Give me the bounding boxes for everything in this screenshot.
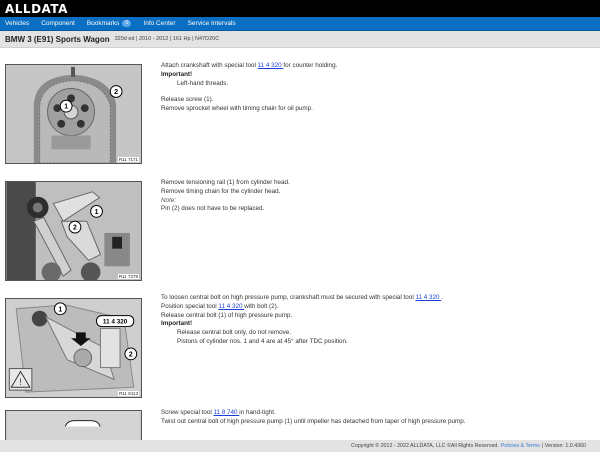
nav-component[interactable]: Component xyxy=(41,20,75,27)
nav-vehicles[interactable]: Vehicles xyxy=(5,20,30,27)
nav-bookmarks[interactable] xyxy=(87,20,132,27)
procedure-content[interactable] xyxy=(0,48,600,440)
step-instructions xyxy=(161,409,590,427)
step-instructions xyxy=(161,294,590,347)
instruction-text: in hand-tight. xyxy=(239,409,276,416)
engine-diagram-image xyxy=(6,411,141,440)
instruction-text: Screw special tool xyxy=(161,409,214,416)
important-text: Left-hand threads. xyxy=(177,79,229,87)
special-tool-link[interactable]: 11 4 320 xyxy=(415,294,442,301)
important-label: Important! xyxy=(161,320,193,328)
note-label: Note: xyxy=(161,196,177,204)
spacer xyxy=(161,88,590,96)
page-footer xyxy=(0,440,600,452)
svg-text:2: 2 xyxy=(128,351,133,359)
nav-info-center[interactable]: Info Center xyxy=(143,20,176,27)
vehicle-bar xyxy=(0,31,600,48)
main-nav xyxy=(0,17,600,31)
nav-bookmarks-label: Bookmarks xyxy=(86,20,120,27)
instruction-text: Position special tool xyxy=(161,302,219,310)
bookmarks-count-badge: 0 xyxy=(122,20,131,27)
svg-text:1: 1 xyxy=(58,306,63,314)
instruction-text: Release central bolt (1) of high pressure pump. xyxy=(161,311,293,319)
svg-text:!: ! xyxy=(19,377,22,388)
figure-reference: R11 7171 xyxy=(118,157,138,162)
figure-high-pressure-pump[interactable] xyxy=(5,298,142,398)
important-label: Important! xyxy=(161,70,193,78)
copyright-text: Copyright © 2012 - 2022 ALLDATA, LLC ©All Rights Reserved. xyxy=(351,443,499,449)
vehicle-spec: 320d ed | 2010 - 2012 | 161 Hp | N47D20C xyxy=(114,36,220,42)
svg-text:1: 1 xyxy=(94,208,99,216)
note-text: Pin (2) does not have to be replaced. xyxy=(161,205,265,213)
instruction-text: for counter holding. xyxy=(283,62,338,69)
svg-text:2: 2 xyxy=(73,224,77,232)
version-text: | Version: 1.0.4360 xyxy=(541,443,586,449)
engine-diagram-image xyxy=(6,299,141,397)
figure-reference: R11 7279 xyxy=(118,274,138,279)
svg-text:1: 1 xyxy=(64,103,69,111)
instruction-text: To loosen central bolt on high pressure pump, crankshaft must be secured with special tool xyxy=(161,294,416,301)
special-tool-link[interactable]: 11 8 740 xyxy=(213,409,240,416)
vehicle-name[interactable]: BMW 3 (E91) Sports Wagon xyxy=(5,34,110,44)
figure-reference: R11 8113 xyxy=(119,391,138,396)
instruction-text: Remove tensioning rail (1) from cylinder head. xyxy=(161,179,290,186)
nav-service-intervals[interactable]: Service Intervals xyxy=(187,20,236,27)
instruction-text: Attach crankshaft with special tool xyxy=(161,62,258,69)
svg-text:2: 2 xyxy=(114,88,119,96)
policies-terms-link[interactable]: Policies & Terms xyxy=(500,443,540,449)
instruction-text: Remove timing chain for the cylinder head. xyxy=(161,187,281,195)
engine-diagram-image xyxy=(6,65,141,163)
instruction-text: Twist out central bolt of high pressure pump (1) until impeller has detached from taper of high pressure pump. xyxy=(161,417,466,425)
alldata-logo[interactable]: ALLDATA xyxy=(5,1,68,16)
figure-special-tool[interactable] xyxy=(5,410,142,440)
figure-tensioning-rail[interactable] xyxy=(5,181,142,281)
important-text: Pistons of cylinder nos. 1 and 4 are at 45° after TDC position. xyxy=(177,337,348,345)
instruction-text: . xyxy=(441,294,444,301)
engine-diagram-image xyxy=(6,182,141,280)
instruction-text: Remove sprocket wheel with timing chain for oil pump. xyxy=(161,105,313,113)
figure-sprocket-wheel[interactable] xyxy=(5,64,142,164)
instruction-text: Release screw (1). xyxy=(161,96,214,104)
step-instructions xyxy=(161,62,590,114)
top-header xyxy=(0,0,600,17)
svg-text:11 4 320: 11 4 320 xyxy=(102,318,128,326)
special-tool-link[interactable]: 11 4 320 xyxy=(257,62,284,69)
step-instructions xyxy=(161,179,590,214)
instruction-text: with bolt (2). xyxy=(244,302,279,310)
important-text: Release central bolt only, do not remove. xyxy=(177,329,291,337)
special-tool-link[interactable]: 11 4 320 xyxy=(218,302,245,310)
